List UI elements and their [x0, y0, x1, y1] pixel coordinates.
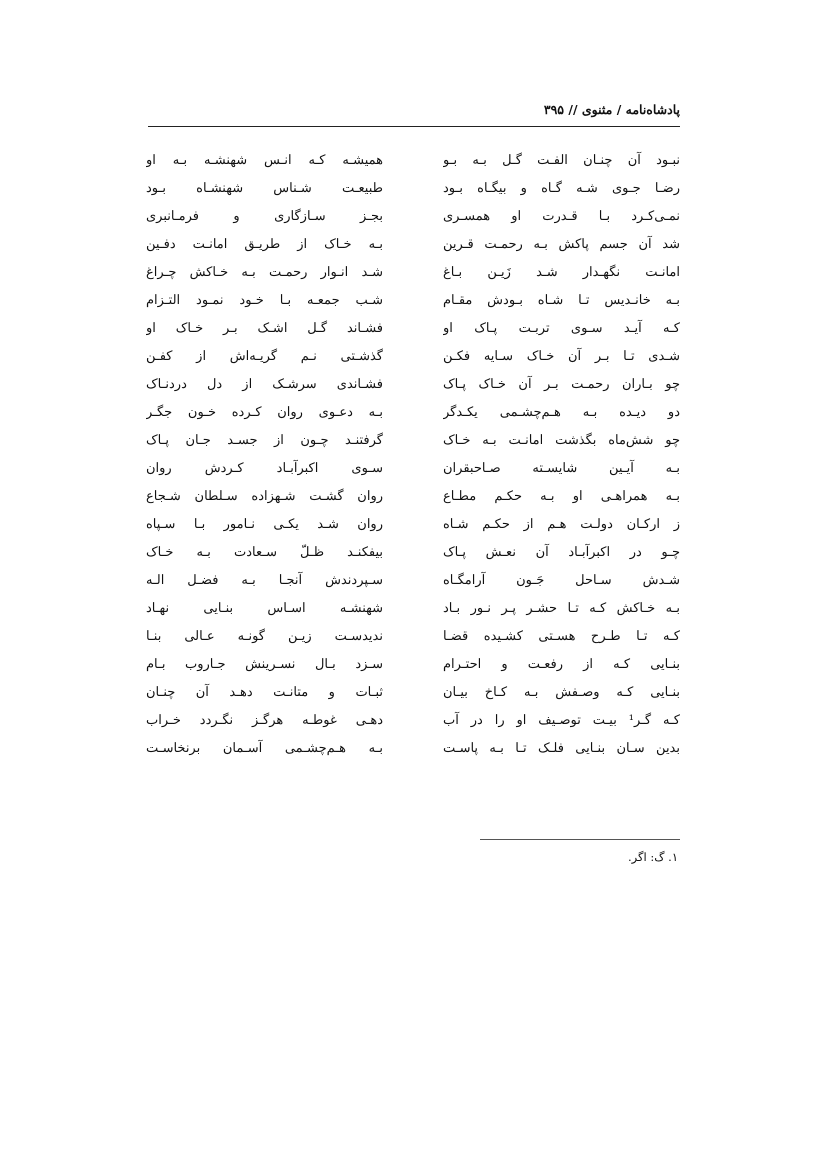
right-hemistich-verse: بنـایی کـه از رفعـت و احتـرام [443, 657, 680, 672]
left-hemistich-verse: سـپردندش آنجـا بـه فضـل الـه [146, 573, 383, 588]
left-hemistich-verse: شـب جمعـه بـا خـود نمـود التـزام [146, 293, 383, 308]
right-hemistich-verse: بـه خانـدیس تـا شـاه بـودش مقـام [443, 293, 680, 308]
poem-column-left [146, 147, 383, 763]
right-hemistich-verse: بـه آیـین شایسـته صـاحبقران [443, 461, 680, 476]
right-hemistich-verse: دو دیـده بـه هـم‌چشـمی یکـدگر [443, 405, 680, 420]
left-hemistich-verse: گذشـتی نـم گریـه‌اش از کفـن [146, 349, 383, 364]
left-hemistich-verse: سـزد بـال نسـرینش جـاروب بـام [146, 657, 383, 672]
footnote-divider [480, 839, 680, 840]
left-hemistich-verse: فشـاند گـل اشـک بـر خـاک او [146, 321, 383, 336]
left-hemistich-verse: سـوی اکبرآبـاد کـردش روان [146, 461, 383, 476]
right-hemistich-verse: ز ارکـان دولـت هـم از حکـم شـاه [443, 517, 680, 532]
right-hemistich-verse: بـه همراهـی او بـه حکـم مطـاع [443, 489, 680, 504]
right-hemistich-verse: چـو در اکبرآبـاد آن نعـش پـاک [443, 545, 680, 560]
left-hemistich-verse: شـد انـوار رحمـت بـه خـاکش چـراغ [146, 265, 383, 280]
left-hemistich-verse: طبیعـت شـناس شهنشـاه بـود [146, 181, 383, 196]
left-hemistich-verse: بیفکنـد ظـلّ سـعادت بـه خـاک [146, 545, 383, 560]
left-hemistich-verse: دهـی غوطـه هرگـز نگـردد خـراب [146, 713, 383, 728]
right-hemistich-verse: نمـی‌کـرد بـا قـدرت او همسـری [443, 209, 680, 224]
left-hemistich-verse: روان شـد یکـی نـامور بـا سـپاه [146, 517, 383, 532]
poem-column-right [443, 147, 680, 763]
right-hemistich-verse: بـه خـاکش کـه تـا حشـر پـر نـور بـاد [443, 601, 680, 616]
left-hemistich-verse: ندیدسـت زیـن گونـه عـالی بنـا [146, 629, 383, 644]
left-hemistich-verse: روان گشـت شـهزاده سـلطان شـجاع [146, 489, 383, 504]
footnote: ۱. گ: اگر. [628, 850, 678, 864]
left-hemistich-verse: شهنشـه اسـاس بنـایی نهـاد [146, 601, 383, 616]
right-hemistich-verse: شد آن جسم پاکش بـه رحمـت قـرین [443, 237, 680, 252]
left-hemistich-verse: بـه هـم‌چشـمی آسـمان برنخاسـت [146, 741, 383, 756]
right-hemistich-verse: چو بـاران رحمـت بـر آن خـاک پـاک [443, 377, 680, 392]
right-hemistich-verse: کـه آیـد سـوی تربـت پـاک او [443, 321, 680, 336]
right-hemistich-verse: بدین سـان بنـایی فلـک تـا بـه پاسـت [443, 741, 680, 756]
left-hemistich-verse: بـه دعـوی روان کـرده خـون جگـر [146, 405, 383, 420]
left-hemistich-verse: فشـاندی سرشـک از دل دردنـاک [146, 377, 383, 392]
page-header [148, 98, 680, 127]
right-hemistich-verse: شـدش سـاحل جَـون آرامگـاه [443, 573, 680, 588]
left-hemistich-verse: بجـز سـازگاری و فرمـانبری [146, 209, 383, 224]
left-hemistich-verse: ثبـات و متانـت دهـد آن چنـان [146, 685, 383, 700]
left-hemistich-verse: بـه خـاک از طریـق امانـت دفـین [146, 237, 383, 252]
left-hemistich-verse: گرفتنـد چـون از جسـد جـان پـاک [146, 433, 383, 448]
right-hemistich-verse: چو شش‌ماه بگذشت امانـت بـه خـاک [443, 433, 680, 448]
running-title: پادشاه‌نامه / مثنوی // ۳۹۵ [543, 102, 680, 117]
right-hemistich-verse: شـدی تـا بـر آن خـاک سـایه فکـن [443, 349, 680, 364]
right-hemistich-verse: امانـت نگهـدار شـد زَیـن بـاغ [443, 265, 680, 280]
right-hemistich-verse: کـه گـر¹ بیـت توصـیف او را در آب [443, 713, 680, 728]
right-hemistich-verse: کـه تـا طـرح هسـتی کشـیده قضـا [443, 629, 680, 644]
left-hemistich-verse: همیشـه کـه انـس شهنشـه بـه او [146, 153, 383, 168]
right-hemistich-verse: نبـود آن چنـان الفـت گـل بـه بـو [443, 153, 680, 168]
right-hemistich-verse: بنـایی کـه وصـفش بـه کـاخ بیـان [443, 685, 680, 700]
right-hemistich-verse: رضـا جـوی شـه گـاه و بیگـاه بـود [443, 181, 680, 196]
